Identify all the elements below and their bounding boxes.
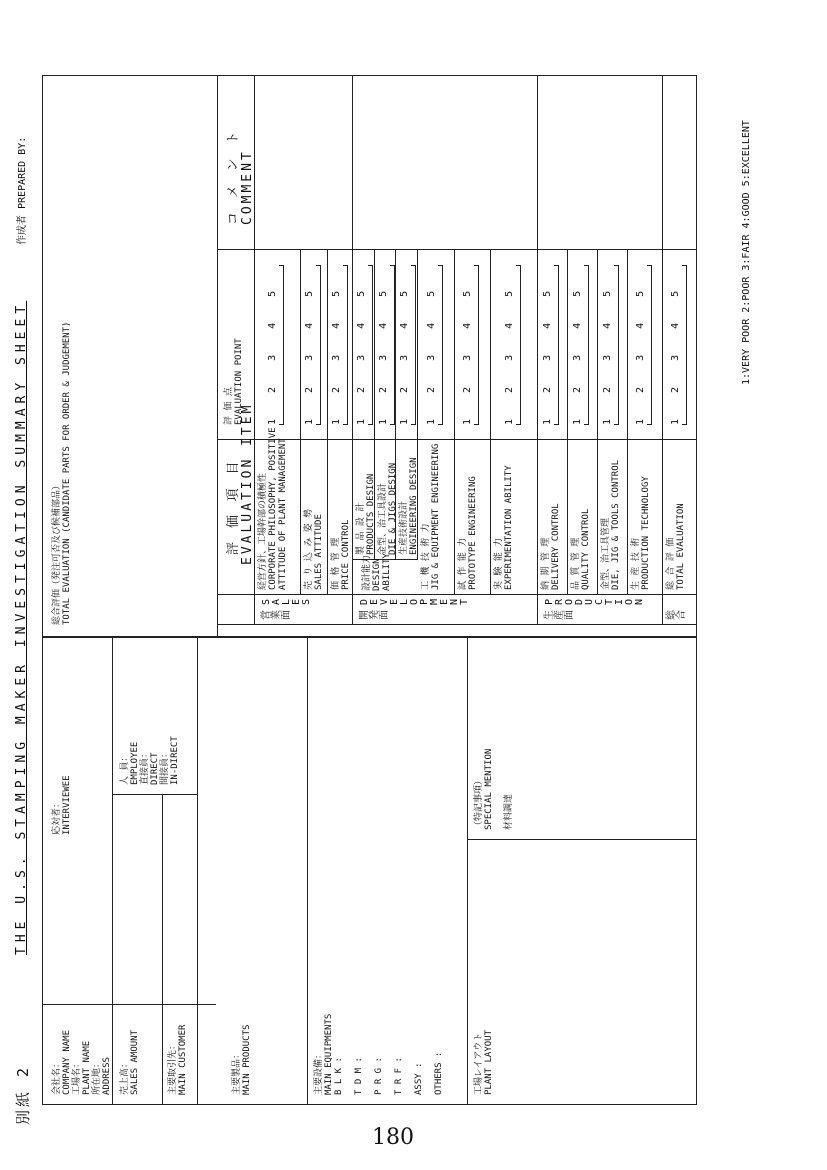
category-production-en: PRODUCTION <box>544 598 645 606</box>
category-development: 開発面 <box>359 610 390 620</box>
evaluation-item-6: 工 機 技 術 力 JIG & EQUIPMENT ENGINEERING <box>421 443 441 590</box>
sheet-ref: 別紙 2 <box>14 1064 32 1125</box>
sales-label: 売上高： SALES AMOUNT <box>120 1029 140 1095</box>
evaluation-point-bar <box>390 265 395 425</box>
evaluation-point-bar <box>474 265 479 425</box>
row-divider <box>374 250 375 560</box>
interviewee-label: 応対者： INTERVIEWEE <box>52 775 72 835</box>
category-production: 生産面 <box>544 610 575 620</box>
evaluation-point-bar <box>682 265 687 425</box>
evaluation-point-scale[interactable]: 1 2 3 4 5 <box>399 280 410 425</box>
special-mention-label: （特記事項） SPECIAL MENTION 材料調達 <box>474 748 514 830</box>
evaluation-point-bar <box>343 265 348 425</box>
evaluation-point-bar <box>516 265 521 425</box>
row-divider <box>597 250 598 595</box>
page-number: 180 <box>372 1125 414 1150</box>
evaluation-point-bar <box>647 265 652 425</box>
company-label: 会社名： COMPANY NAME 工場名： PLANT NAME 所在地： ADDRESS <box>52 1029 112 1095</box>
evaluation-point-bar <box>614 265 619 425</box>
category-development-en: DEVELOPMENT <box>359 598 470 606</box>
evaluation-point-scale[interactable]: 1 2 3 4 5 <box>356 280 367 425</box>
evaluation-item-3: 製 品 設 計 PRODUCTS DESIGN <box>356 473 376 555</box>
sheet-title: THE U.S. STAMPING MAKER INVESTIGATION SUMMARY SHEET <box>14 300 29 955</box>
layout-label: 工場レイアウト PLANT LAYOUT <box>474 1029 494 1095</box>
point-column-header: 評 価 点 EVALUATION POINT <box>224 338 244 425</box>
evaluation-item-4: 金型、治工具設計 DIE & JIGS DESIGN <box>378 462 398 555</box>
category-sales: 営業面 <box>261 610 292 620</box>
evaluation-point-scale[interactable]: 1 2 3 4 5 <box>634 280 646 425</box>
row-divider <box>627 250 628 595</box>
evaluation-point-bar <box>279 265 284 425</box>
row-divider <box>490 250 491 595</box>
evaluation-point-scale[interactable]: 1 2 3 4 5 <box>503 280 515 425</box>
item-column-jp: 評 価 項 目 <box>226 458 241 555</box>
row-divider <box>395 250 396 560</box>
evaluation-item-10: 品 質 管 理 QUALITY CONTROL <box>571 508 591 590</box>
evaluation-point-bar <box>438 265 443 425</box>
row-divider <box>567 250 568 595</box>
row-divider <box>417 250 418 560</box>
evaluation-point-scale[interactable]: 1 2 3 4 5 <box>425 280 437 425</box>
evaluation-point-scale[interactable]: 1 2 3 4 5 <box>267 280 278 425</box>
row-divider <box>352 250 353 595</box>
employee-label: 人 員： EMPLOYEE 直接員： DIRECT 間接員： IN-DIRECT <box>120 736 180 785</box>
equipment-label: 主要設備： MAIN EQUIPMENTS B L K : T D M : P R G : T R F : ASSY : OTHERS : <box>314 1013 444 1095</box>
evaluation-point-scale[interactable]: 1 2 3 4 5 <box>331 280 342 425</box>
category-total: 総合 <box>666 610 687 620</box>
summary-sheet <box>12 65 772 1125</box>
row-divider <box>300 250 301 595</box>
evaluation-point-bar <box>411 265 416 425</box>
evaluation-point-bar <box>368 265 373 425</box>
evaluation-item-5: 生産技術設計 ENGINEERING DESIGN <box>399 457 419 555</box>
evaluation-item-11: 金型、治工具管理 DIE, JIG & TOOLS CONTROL <box>601 459 621 590</box>
row-divider <box>662 250 663 595</box>
evaluation-point-scale[interactable]: 1 2 3 4 5 <box>572 280 583 425</box>
evaluation-point-bar <box>584 265 589 425</box>
evaluation-point-bar <box>554 265 559 425</box>
comment-column-en: COMMENT <box>240 149 255 225</box>
row-divider <box>454 250 455 595</box>
products-label: 主要製品： MAIN PRODUCTS <box>232 1024 252 1095</box>
design-ability-label: 設計能力 DESIGN ABILITY <box>362 553 392 591</box>
total-eval-header: 総合評価（発注可否及び候補部品） TOTAL EVALUATION (CANDIDATE PARTS FOR ORDER & JUDGEMENT) <box>52 321 72 625</box>
evaluation-item-0: 経営方針、工場幹部の積極性 CORPORATE PHILOSOPHY, POSITIVE ATTITUDE OF PLANT MANAGEMENT <box>258 427 288 590</box>
evaluation-point-bar <box>316 265 321 425</box>
item-column-en: EVALUATION ITEM <box>240 402 255 565</box>
row-divider <box>327 250 328 595</box>
category-sales-en: SALES <box>261 598 312 606</box>
customer-label: 主要取引先： MAIN CUSTOMER <box>168 1024 188 1095</box>
evaluation-point-scale[interactable]: 1 2 3 4 5 <box>304 280 315 425</box>
evaluation-point-scale[interactable]: 1 2 3 4 5 <box>462 280 473 425</box>
evaluation-item-13: 総 合 評 価 TOTAL EVALUATION <box>666 503 686 590</box>
evaluation-item-8: 実 験 能 力 EXPERIMENTATION ABILITY <box>494 465 514 590</box>
evaluation-item-2: 価 格 管 理 PRICE CONTROL <box>331 519 351 590</box>
evaluation-point-scale[interactable]: 1 2 3 4 5 <box>602 280 613 425</box>
evaluation-item-1: 売 り 込 み 姿 勢 SALES ATTITUDE <box>304 508 324 590</box>
comment-column-jp: コ メ ン ト <box>226 128 241 225</box>
evaluation-point-scale[interactable]: 1 2 3 4 5 <box>669 280 681 425</box>
row-divider <box>537 250 538 595</box>
evaluation-point-scale[interactable]: 1 2 3 4 5 <box>542 280 553 425</box>
evaluation-item-12: 生 産 技 術 PRODUCTION TECHNOLOGY <box>631 476 651 590</box>
evaluation-point-scale[interactable]: 1 2 3 4 5 <box>378 280 389 425</box>
scale-legend: 1:VERY POOR 2:POOR 3:FAIR 4:GOOD 5:EXCELLENT <box>741 120 752 385</box>
prepared-by: 作成者 PREPARED BY: <box>17 136 28 245</box>
evaluation-item-9: 納 期 管 理 DELIVERY CONTROL <box>541 503 561 590</box>
evaluation-item-7: 試 作 能 力 PROTOTYPE ENGINEERING <box>458 476 478 590</box>
